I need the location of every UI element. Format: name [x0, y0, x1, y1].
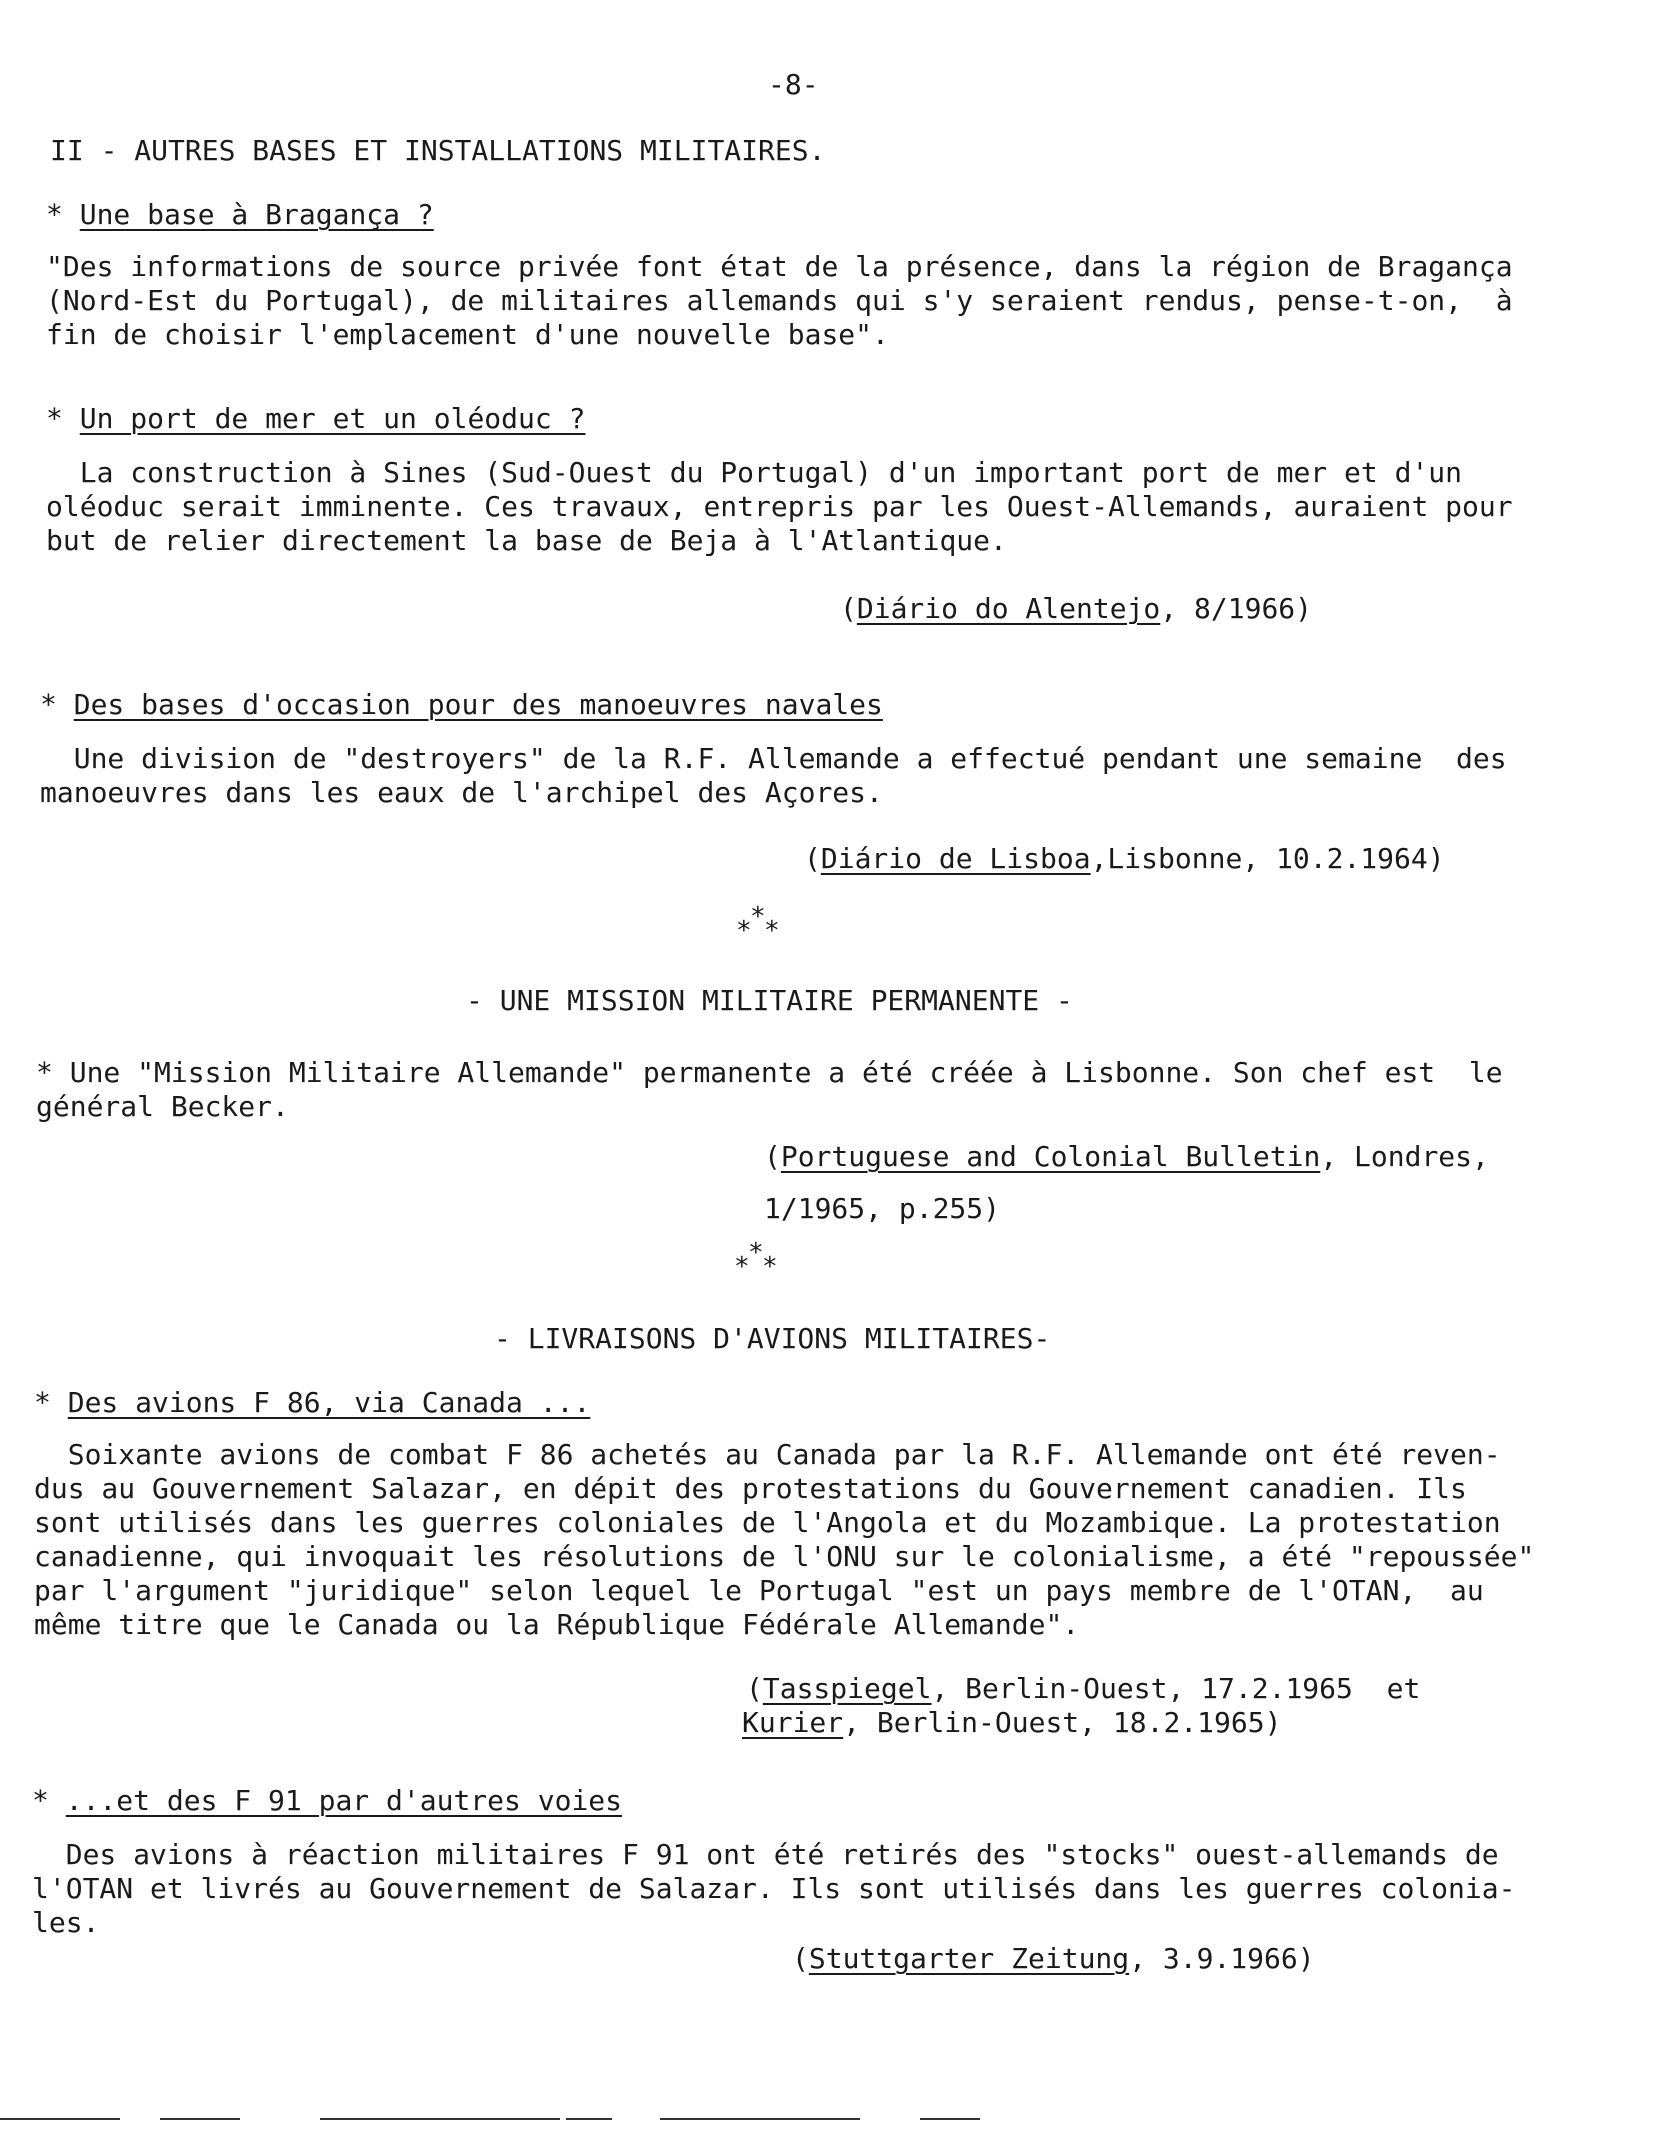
source-title: Diário do Alentejo: [856, 592, 1161, 625]
source-citation: (Diário de Lisboa,Lisbonne, 10.2.1964): [804, 842, 1445, 875]
divider: [320, 2118, 560, 2120]
source-citation: (Diário do Alentejo, 8/1966): [840, 592, 1313, 625]
paragraph-line: "Des informations de source privée font état de la présence, dans la région de Bragança: [46, 250, 1513, 283]
paragraph-line: canadienne, qui invoquait les résolutions de l'ONU sur le colonialisme, a été "repoussée": [34, 1540, 1535, 1573]
mission-title: - UNE MISSION MILITAIRE PERMANENTE -: [466, 984, 1073, 1017]
paragraph-line: général Becker.: [36, 1090, 289, 1123]
paragraph-f86: [34, 1438, 1534, 1642]
divider: [566, 2118, 612, 2120]
source-title: Kurier: [742, 1706, 844, 1739]
paragraph-line: même titre que le Canada ou la République Fédérale Allemande".: [34, 1608, 1080, 1641]
paragraph-line: (Nord-Est du Portugal), de militaires allemands qui s'y seraient rendus, pense-t-on, à: [46, 284, 1513, 317]
source-title: Tasspiegel: [762, 1672, 932, 1705]
heading-braganca-text: Une base à Bragança ?: [79, 198, 434, 231]
source-citation: (Tasspiegel, Berlin-Ouest, 17.2.1965 et: [746, 1672, 1421, 1705]
divider: [920, 2118, 980, 2120]
paragraph-f91: [32, 1838, 1515, 1940]
paragraph-naval: [40, 742, 1507, 810]
paragraph-line: les.: [32, 1906, 100, 1939]
paragraph-port: [46, 456, 1513, 558]
bullet: *: [46, 402, 63, 435]
heading-braganca: [46, 198, 434, 232]
source-title: Portuguese and Colonial Bulletin: [780, 1140, 1321, 1173]
divider: [660, 2118, 860, 2120]
paragraph-line: but de relier directement la base de Beja à l'Atlantique.: [46, 524, 1007, 557]
heading-f86: [34, 1386, 590, 1420]
paragraph-line: manoeuvres dans les eaux de l'archipel des Açores.: [40, 776, 883, 809]
paragraph-braganca: [46, 250, 1513, 352]
paragraph-mission: [36, 1056, 1503, 1124]
heading-naval-text: Des bases d'occasion pour des manoeuvres navales: [73, 688, 883, 721]
source-citation-line2: 1/1965, p.255): [764, 1192, 1001, 1225]
paragraph-line: par l'argument "juridique" selon lequel le Portugal "est un pays membre de l'OTAN, au: [34, 1574, 1484, 1607]
heading-f91-text: ...et des F 91 par d'autres voies: [65, 1784, 623, 1817]
bullet: *: [34, 1386, 51, 1419]
paragraph-line: Une division de "destroyers" de la R.F. Allemande a effectué pendant une semaine des: [40, 742, 1507, 775]
source-title: Stuttgarter Zeitung: [808, 1942, 1130, 1975]
asterism-divider: * * *: [734, 1238, 778, 1282]
paragraph-line: Soixante avions de combat F 86 achetés au Canada par la R.F. Allemande ont été reven-: [34, 1438, 1501, 1471]
heading-f91: [32, 1784, 622, 1818]
divider: [0, 2118, 120, 2120]
livraisons-title: - LIVRAISONS D'AVIONS MILITAIRES-: [494, 1322, 1051, 1355]
heading-f86-text: Des avions F 86, via Canada ...: [67, 1386, 591, 1419]
paragraph-line: * Une "Mission Militaire Allemande" permanente a été créée à Lisbonne. Son chef est le: [36, 1056, 1503, 1089]
asterism-divider: * * *: [736, 902, 780, 946]
heading-port: [46, 402, 585, 436]
paragraph-line: sont utilisés dans les guerres coloniales de l'Angola et du Mozambique. La protestation: [34, 1506, 1501, 1539]
section-title: II - AUTRES BASES ET INSTALLATIONS MILITAIRES.: [50, 134, 826, 167]
paragraph-line: Des avions à réaction militaires F 91 ont été retirés des "stocks" ouest-allemands de: [32, 1838, 1499, 1871]
bullet: *: [46, 198, 63, 231]
paragraph-line: La construction à Sines (Sud-Ouest du Portugal) d'un important port de mer et d'un: [46, 456, 1463, 489]
bullet: *: [32, 1784, 49, 1817]
heading-naval: [40, 688, 883, 722]
divider: [160, 2118, 240, 2120]
paragraph-line: fin de choisir l'emplacement d'une nouvelle base".: [46, 318, 889, 351]
source-citation: (Stuttgarter Zeitung, 3.9.1966): [792, 1942, 1315, 1975]
heading-port-text: Un port de mer et un oléoduc ?: [79, 402, 586, 435]
bullet: *: [40, 688, 57, 721]
paragraph-line: oléoduc serait imminente. Ces travaux, entrepris par les Ouest-Allemands, auraient pour: [46, 490, 1513, 523]
source-citation: (Portuguese and Colonial Bulletin, Londres,: [764, 1140, 1489, 1173]
paragraph-line: l'OTAN et livrés au Gouvernement de Salazar. Ils sont utilisés dans les guerres colonia-: [32, 1872, 1516, 1905]
page-number: -8-: [768, 68, 819, 101]
source-citation: Kurier, Berlin-Ouest, 18.2.1965): [742, 1706, 1282, 1739]
source-title: Diário de Lisboa: [820, 842, 1091, 875]
paragraph-line: dus au Gouvernement Salazar, en dépit des protestations du Gouvernement canadien. Ils: [34, 1472, 1467, 1505]
